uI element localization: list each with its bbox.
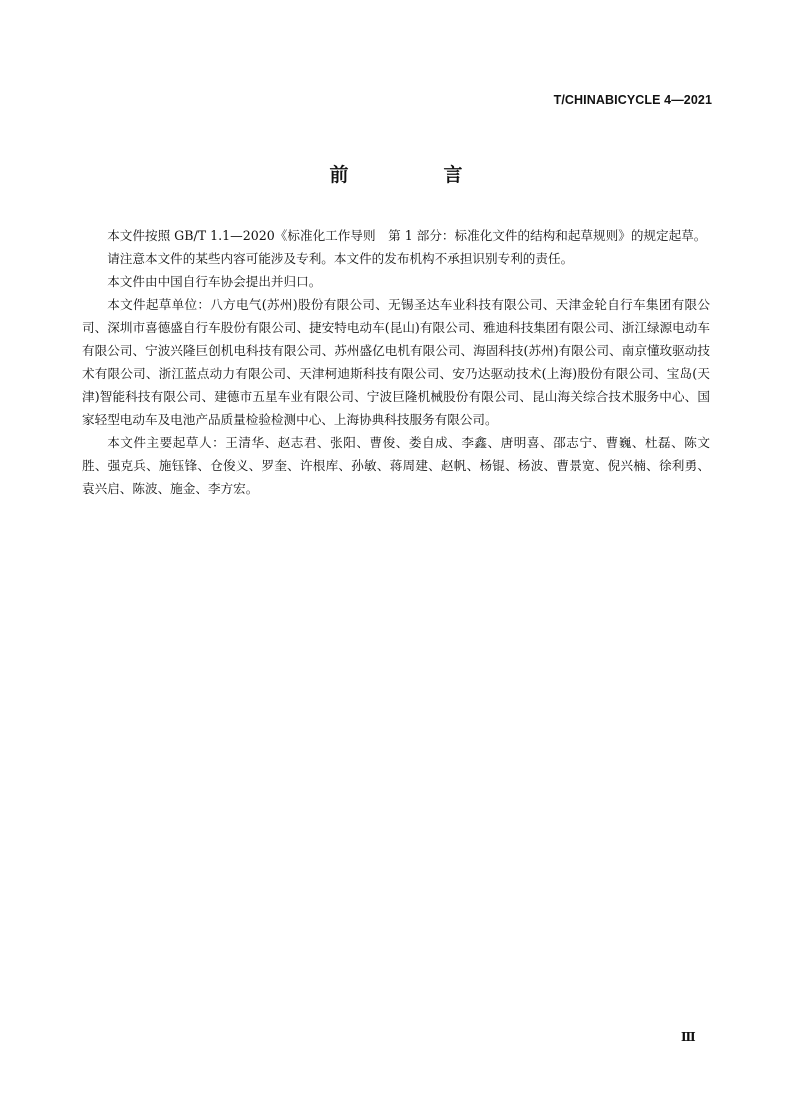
page-number: Ⅲ [681, 1030, 695, 1044]
foreword-body [82, 224, 710, 500]
paragraph-drafting-rules: 本文件按照 GB/T 1.1—2020《标准化工作导则 第 1 部分：标准化文件的结构和起草规则》的规定起草。 [107, 228, 707, 243]
paragraph-drafting-units: 本文件起草单位：八方电气(苏州)股份有限公司、无锡圣达车业科技有限公司、天津金轮自行车集团有限公司、深圳市喜德盛自行车股份有限公司、捷安特电动车(昆山)有限公司、雅迪科技集团有限公司、浙江绿源电动车有限公司、宁波兴隆巨创机电科技有限公司、苏州盛亿电机有限公司、海固科技(苏州)有限公司、南京懂玫驱动技术有限公司、浙江蓝点动力有限公司、天津柯迪斯科技有限公司、安乃达驱动技术(上海)股份有限公司、宝岛(天津)智能科技有限公司、建德市五星车业有限公司、宁波巨隆机械股份有限公司、昆山海关综合技术服务中心、国家轻型电动车及电池产品质量检验检测中心、上海协典科技服务有限公司。 [82, 297, 710, 427]
paragraph-proposer: 本文件由中国自行车协会提出并归口。 [107, 274, 322, 289]
standard-code: T/CHINABICYCLE 4—2021 [553, 93, 712, 107]
paragraph-patent-notice: 请注意本文件的某些内容可能涉及专利。本文件的发布机构不承担识别专利的责任。 [107, 251, 574, 266]
paragraph-drafters: 本文件主要起草人：王清华、赵志君、张阳、曹俊、娄自成、李鑫、唐明喜、邵志宁、曹巍、杜磊、陈文胜、强克兵、施钰锋、仓俊义、罗奎、许根库、孙敏、蒋周建、赵帆、杨锟、杨波、曹景宽、倪兴楠、徐利勇、袁兴启、陈波、施金、李方宏。 [82, 435, 710, 496]
page-title: 前 言 [329, 164, 501, 186]
